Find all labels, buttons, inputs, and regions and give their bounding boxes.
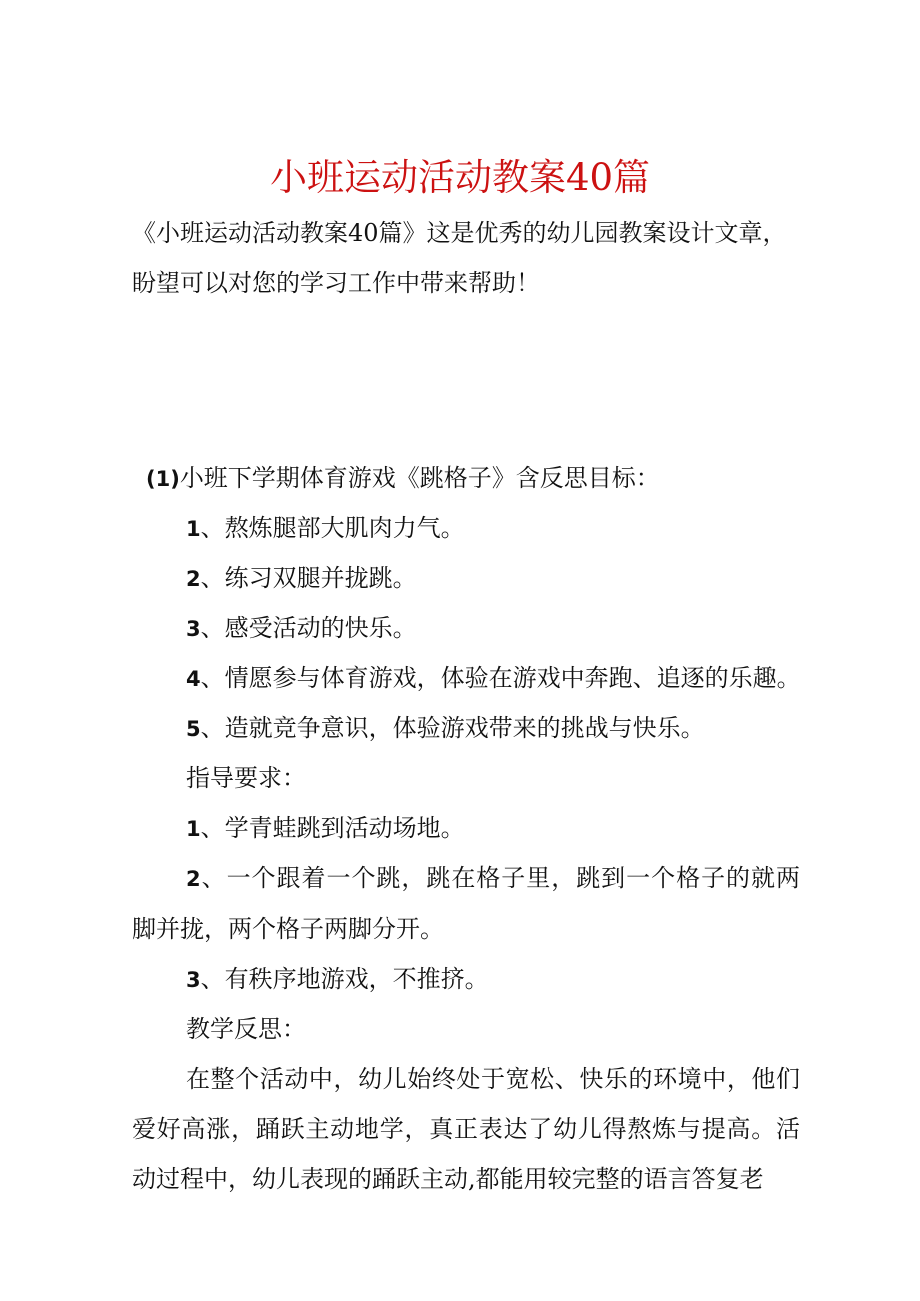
section-heading-text: 小班下学期体育游戏《跳格子》含反思目标：	[179, 464, 660, 492]
guide-item-2	[132, 853, 800, 954]
goal-number: 1	[186, 517, 201, 541]
goal-text: 、熬炼腿部大肌肉力气。	[200, 514, 465, 542]
reflection-paragraph: 在整个活动中，幼儿始终处于宽松、快乐的环境中，他们爱好高涨，踊跃主动地学，真正表达了幼儿得熬炼与提高。活动过程中，幼儿表现的踊跃主动,都能用较完整的语言答复老	[132, 1065, 800, 1193]
goal-number: 2	[186, 567, 201, 591]
document-body	[132, 453, 800, 1204]
guide-number: 3	[186, 968, 201, 992]
guide-item-3	[132, 954, 800, 1004]
reflection-heading: 教学反思：	[186, 1015, 306, 1043]
goal-item-3	[132, 603, 800, 653]
goal-text: 、情愿参与体育游戏，体验在游戏中奔跑、追逐的乐趣。	[200, 664, 801, 692]
goal-text: 、造就竞争意识，体验游戏带来的挑战与快乐。	[200, 714, 705, 742]
section-heading	[132, 453, 800, 503]
guide-number: 2	[186, 867, 201, 891]
goal-item-2	[132, 553, 800, 603]
goal-text: 、练习双腿并拢跳。	[200, 564, 417, 592]
document-title: 小班运动活动教案40篇	[269, 156, 651, 199]
goal-item-4	[132, 653, 800, 703]
section-number: (1)	[146, 467, 180, 491]
guide-text: 、一个跟着一个跳，跳在格子里，跳到一个格子的就两脚并拢，两个格子两脚分开。	[132, 864, 800, 943]
goal-text: 、感受活动的快乐。	[200, 614, 417, 642]
goal-item-5	[132, 703, 800, 753]
goal-number: 5	[186, 717, 201, 741]
guide-text: 、学青蛙跳到活动场地。	[200, 814, 465, 842]
goal-number: 3	[186, 617, 201, 641]
goal-number: 4	[186, 667, 201, 691]
guide-number: 1	[186, 817, 201, 841]
guide-text: 、有秩序地游戏，不推挤。	[200, 965, 489, 993]
guide-item-1	[132, 803, 800, 853]
intro-paragraph: 《小班运动活动教案40篇》这是优秀的幼儿园教案设计文章，盼望可以对您的学习工作中带来帮助！	[132, 219, 787, 297]
guide-heading: 指导要求：	[186, 764, 306, 792]
goal-item-1	[132, 503, 800, 553]
